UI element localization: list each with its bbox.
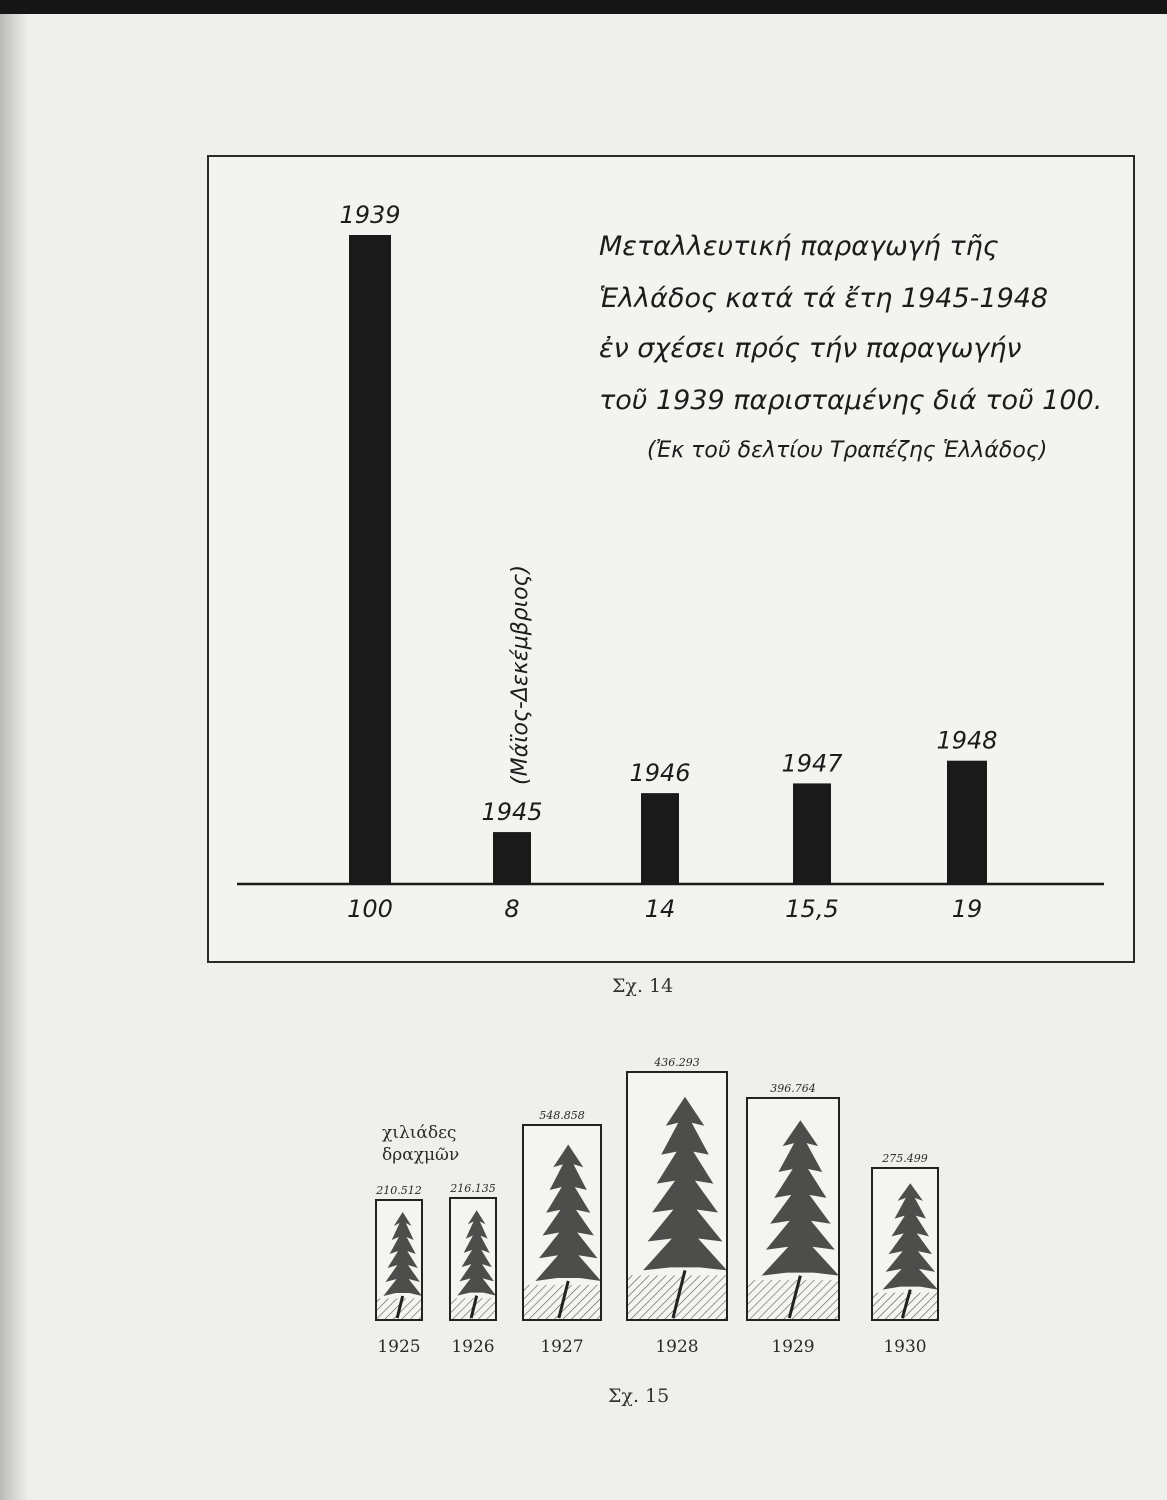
figure-14-frame: [207, 155, 1135, 963]
left-page-shadow: [0, 14, 28, 1500]
year-label-1927: 1927: [540, 1337, 584, 1357]
pictogram-bar-1929: [747, 1082, 839, 1357]
figure-14-caption: Σχ. 14: [612, 975, 674, 997]
bar-1945: [493, 832, 531, 884]
title-line-2: Ἑλλάδος κατά τά ἔτη 1945-1948: [599, 283, 1049, 314]
year-label-1945: 1945: [481, 798, 543, 827]
figure-15-pictogram-chart: [360, 1055, 980, 1365]
bar-1948: [947, 761, 987, 884]
chart-title: [599, 231, 1102, 416]
figure-14-bar-chart: [209, 157, 1137, 965]
year-label-1925: 1925: [377, 1337, 421, 1357]
pictogram-bar-1930: [872, 1152, 938, 1357]
value-label-1925: 210.512: [376, 1184, 422, 1197]
value-label-1945: 8: [504, 895, 520, 923]
top-dark-edge: [0, 0, 1167, 14]
value-label-1926: 216.135: [450, 1182, 496, 1195]
pictogram-bar-1925: [375, 1184, 422, 1357]
value-label-1927: 548.858: [539, 1109, 585, 1122]
source-note: (Ἐκ τοῦ δελτίου Τραπέζης Ἑλλάδος): [647, 438, 1048, 463]
bar-1946: [641, 793, 679, 884]
value-label-1948: 19: [951, 895, 983, 923]
year-label-1947: 1947: [781, 749, 843, 778]
value-label-1939: 100: [347, 895, 393, 923]
bar-1947: [793, 783, 831, 884]
unit-label-line-1: χιλιάδες: [382, 1123, 457, 1143]
value-label-1946: 14: [644, 895, 676, 923]
year-label-1948: 1948: [936, 726, 998, 755]
value-label-1947: 15,5: [785, 895, 839, 923]
year-label-1928: 1928: [655, 1337, 699, 1357]
figure-15-caption: Σχ. 15: [608, 1385, 670, 1407]
title-line-1: Μεταλλευτική παραγωγή τῆς: [599, 231, 999, 262]
year-label-1939: 1939: [339, 201, 401, 229]
pictogram-bar-1927: [523, 1109, 601, 1357]
bar-1939: [349, 235, 391, 884]
title-line-3: ἐν σχέσει πρός τήν παραγωγήν: [599, 333, 1022, 364]
note-may-december: (Μάϊος-Δεκέμβριος): [508, 564, 533, 785]
title-line-4: τοῦ 1939 παρισταμένης διά τοῦ 100.: [599, 385, 1103, 416]
pictogram-bar-1926: [449, 1182, 496, 1357]
pictogram-bar-1928: [627, 1056, 727, 1357]
year-label-1929: 1929: [771, 1337, 815, 1357]
year-label-1926: 1926: [451, 1337, 495, 1357]
value-label-1929: 396.764: [770, 1082, 816, 1095]
value-label-1930: 275.499: [882, 1152, 928, 1165]
year-label-1930: 1930: [883, 1337, 927, 1357]
value-label-1928: 436.293: [654, 1056, 700, 1069]
year-label-1946: 1946: [629, 759, 691, 788]
unit-label-line-2: δραχμῶν: [382, 1145, 460, 1165]
